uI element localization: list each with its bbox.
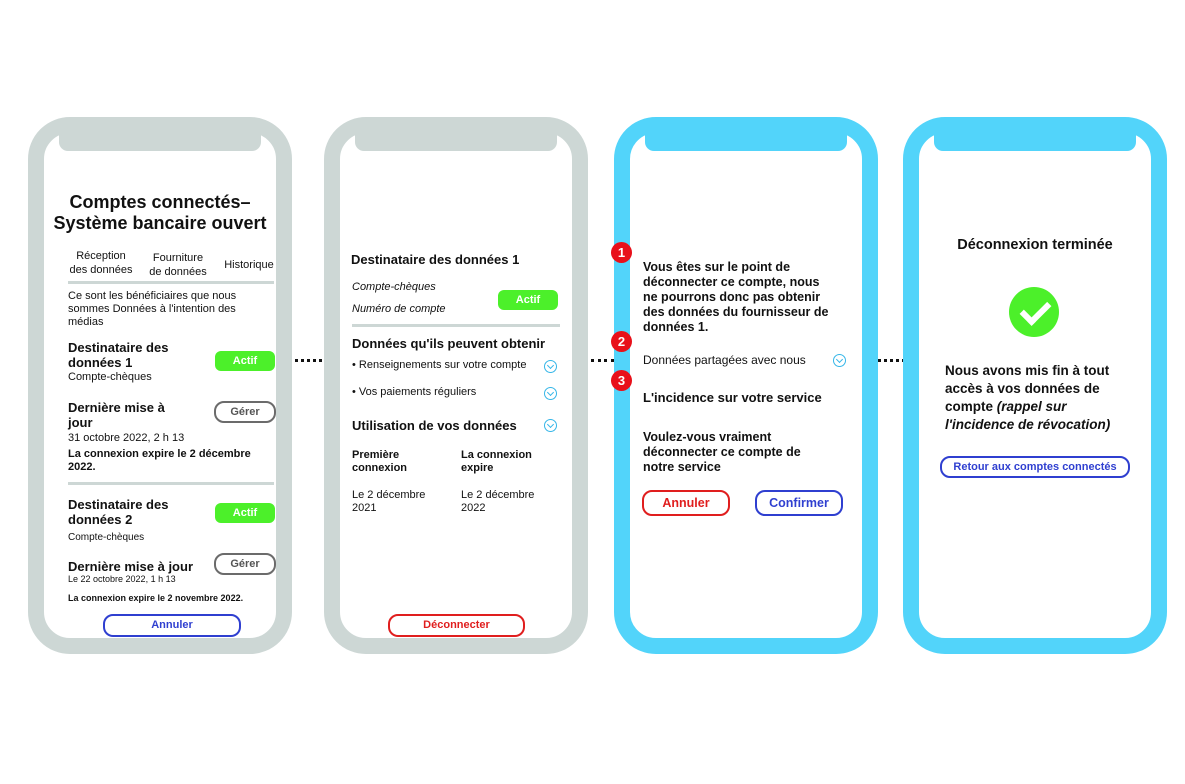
intro-text: Ce sont les bénéficiaires que nous sommes Données à l'intention des médias <box>68 290 237 328</box>
phone-notch <box>355 129 557 151</box>
status-badge-active: Actif <box>215 351 275 371</box>
step-2-marker: 2 <box>611 331 632 352</box>
step-1-marker: 1 <box>611 242 632 263</box>
service-impact-heading: L'incidence sur votre service <box>643 390 822 405</box>
phone-screen-recipient-details <box>324 117 588 654</box>
chevron-down-icon[interactable] <box>544 419 557 432</box>
section-divider <box>352 324 560 327</box>
phone-notch <box>645 129 847 151</box>
page-title: Déconnexion terminée <box>957 237 1113 253</box>
checkmark-icon <box>1009 287 1059 337</box>
tab-divider <box>68 281 274 284</box>
recipient-1-update-label: Dernière mise à jour <box>68 400 165 430</box>
recipient-2-update-date: Le 22 octobre 2022, 1 h 13 <box>68 574 176 584</box>
recipient-1-update-date: 31 octobre 2022, 2 h 13 <box>68 432 185 444</box>
account-type: Compte-chèques <box>352 281 436 293</box>
confirm-question: Voulez-vous vraiment déconnecter ce compte de notre service <box>643 430 801 474</box>
tab-history[interactable]: Historique <box>224 259 274 271</box>
flow-connector-1-2 <box>295 359 322 362</box>
phone-notch <box>59 129 261 151</box>
phone-screen-disconnect-complete <box>903 117 1167 654</box>
expiry-label: La connexion expire <box>461 449 532 474</box>
data-section-heading: Données qu'ils peuvent obtenir <box>352 336 546 351</box>
cancel-button[interactable]: Annuler <box>642 490 730 516</box>
account-number: Numéro de compte <box>352 303 446 315</box>
recipient-2-update-label: Dernière mise à jour <box>68 559 193 574</box>
status-badge-active: Actif <box>498 290 558 310</box>
recipient-1-account-type: Compte-chèques <box>68 371 152 383</box>
recipient-2-expiry: La connexion expire le 2 novembre 2022. <box>68 593 244 603</box>
tab-receiving-data[interactable]: Réception des données <box>69 250 133 276</box>
flow-connector-3-4 <box>878 359 905 362</box>
data-item-payments: • Vos paiements réguliers <box>352 386 477 398</box>
chevron-down-icon[interactable] <box>544 360 557 373</box>
recipient-1-expiry: La connexion expire le 2 décembre 2022. <box>68 448 251 473</box>
expiry-date: Le 2 décembre 2022 <box>461 489 535 514</box>
data-item-account-info: • Renseignements sur votre compte <box>352 359 527 371</box>
cancel-button[interactable]: Annuler <box>103 614 241 637</box>
first-connection-label: Première connexion <box>352 449 408 474</box>
manage-button[interactable]: Gérer <box>214 553 276 575</box>
disconnect-warning: Vous êtes sur le point de déconnecter ce compte, nous ne pourrons donc pas obtenir des données du fournisseur de données 1. <box>643 260 829 334</box>
disconnect-button[interactable]: Déconnecter <box>388 614 525 637</box>
recipient-2-account-type: Compte-chèques <box>68 532 145 543</box>
section-divider <box>68 482 274 485</box>
page-title: Comptes connectés– Système bancaire ouvert <box>53 192 267 233</box>
status-badge-active: Actif <box>215 503 275 523</box>
manage-button[interactable]: Gérer <box>214 401 276 423</box>
completion-message: Nous avons mis fin à tout accès à vos données de compte (rappel sur l'incidence de révocation) <box>945 363 1111 432</box>
shared-data-toggle[interactable]: Données partagées avec nous <box>643 353 806 367</box>
recipient-2-name: Destinataire des données 2 <box>68 497 169 527</box>
recipient-1-name: Destinataire des données 1 <box>68 340 169 370</box>
chevron-down-icon[interactable] <box>544 387 557 400</box>
usage-section-heading: Utilisation de vos données <box>352 418 517 433</box>
back-to-connected-accounts-button[interactable]: Retour aux comptes connectés <box>940 456 1130 478</box>
phone-screen-confirm-disconnect <box>614 117 878 654</box>
flow-connector-2-3 <box>591 359 614 362</box>
step-3-marker: 3 <box>611 370 632 391</box>
phone-screen-connected-accounts <box>28 117 292 654</box>
page-title: Destinataire des données 1 <box>351 252 520 267</box>
confirm-button[interactable]: Confirmer <box>755 490 843 516</box>
chevron-down-icon[interactable] <box>833 354 846 367</box>
phone-notch <box>934 129 1136 151</box>
first-connection-date: Le 2 décembre 2021 <box>352 489 426 514</box>
tab-providing-data[interactable]: Fourniture de données <box>149 252 207 278</box>
